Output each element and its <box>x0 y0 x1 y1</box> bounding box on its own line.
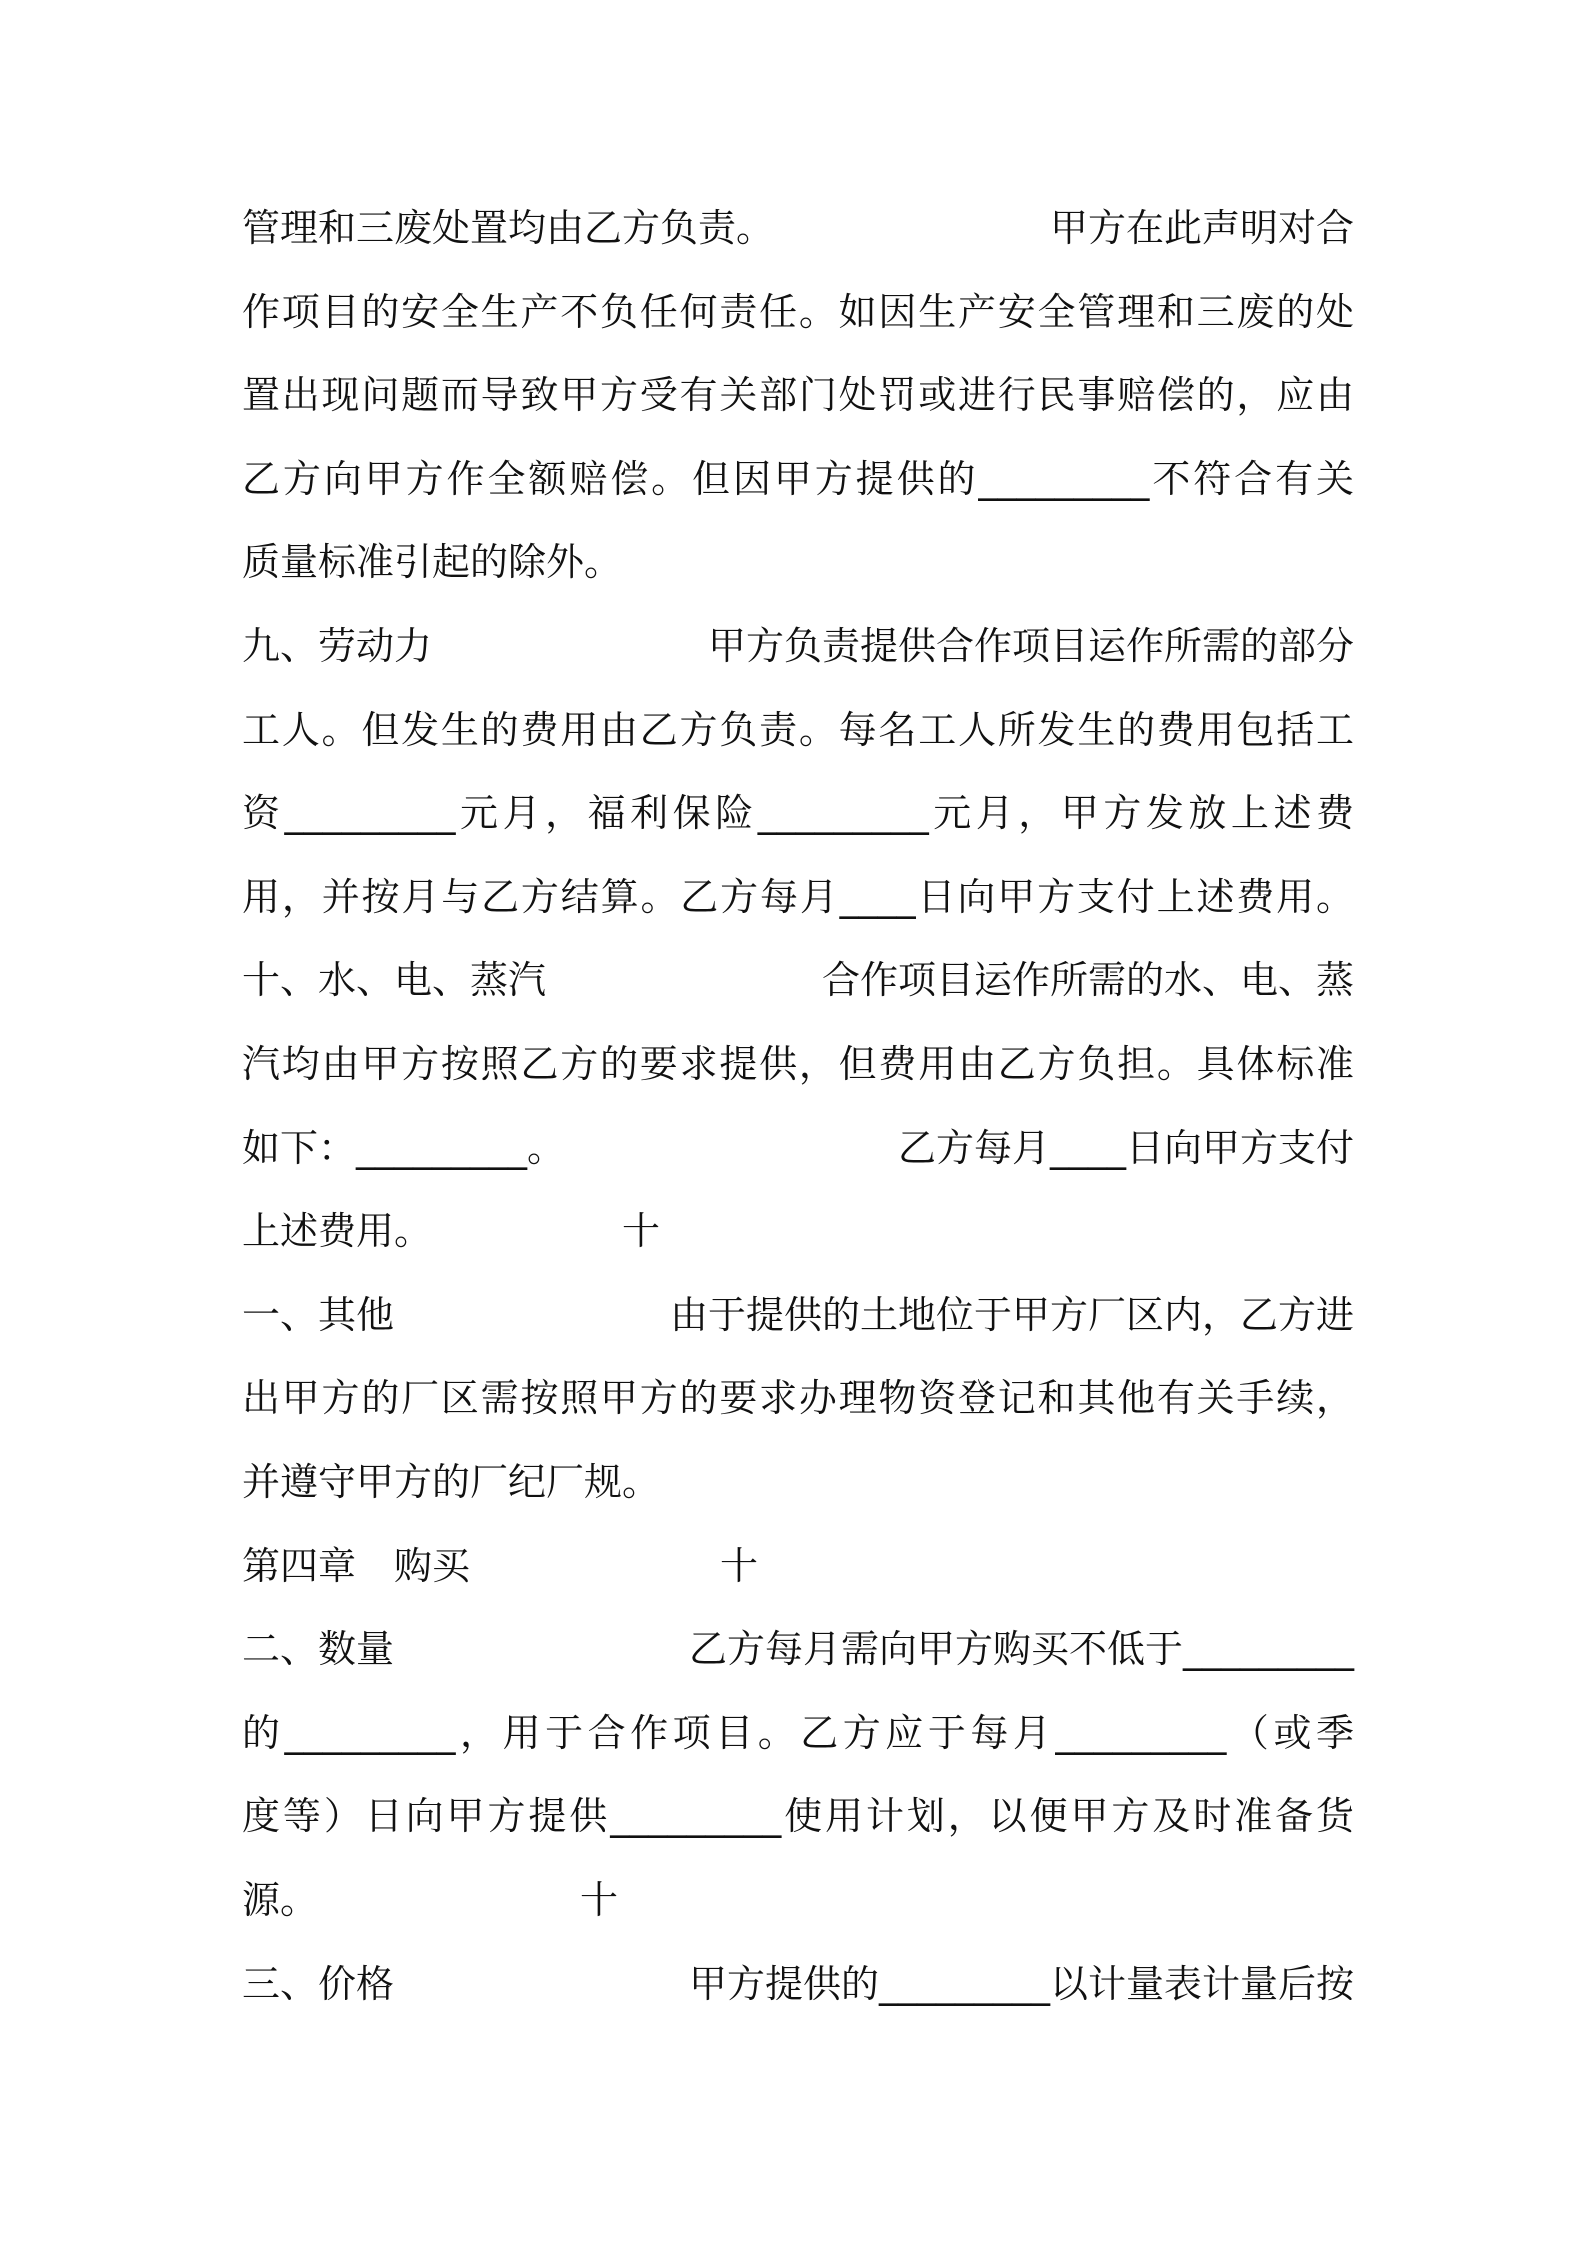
text-line <box>242 1619 1354 1679</box>
text-line: 资_________元月，福利保险_________元月，甲方发放上述费 <box>242 791 1354 836</box>
text-line <box>242 1954 1354 2014</box>
text-line: 出甲方的厂区需按照甲方的要求办理物资登记和其他有关手续， <box>242 1376 1354 1421</box>
text-line <box>242 950 1354 1010</box>
text-line <box>242 1118 1354 1178</box>
line-segment-start: 管理和三废处置均由乙方负责。 <box>242 206 775 250</box>
text-line <box>242 616 1354 676</box>
text-line <box>242 1201 1354 1261</box>
text-line: 质量标准引起的除外。 <box>242 540 623 585</box>
line-segment-start: 第四章 购买 <box>242 1543 471 1588</box>
line-segment-end: 十 <box>622 1209 661 1254</box>
text-line: 度等）日向甲方提供_________使用计划，以便甲方及时准备货 <box>242 1794 1354 1839</box>
line-segment-end: 乙方每月需向甲方购买不低于_________ <box>688 1627 1354 1672</box>
text-line: 乙方向甲方作全额赔偿。但因甲方提供的_________不符合有关 <box>242 456 1354 501</box>
line-segment-start: 二、数量 <box>242 1627 395 1672</box>
line-segment-end: 甲方在此声明对合 <box>1049 206 1354 250</box>
line-segment-end: 由于提供的土地位于甲方厂区内，乙方进 <box>669 1292 1354 1337</box>
line-segment-start: 源。 <box>242 1878 319 1922</box>
text-line: 汽均由甲方按照乙方的要求提供，但费用由乙方负担。具体标准 <box>242 1042 1354 1086</box>
line-segment-start: 上述费用。 <box>242 1209 433 1254</box>
line-segment-start: 三、价格 <box>242 1961 395 2006</box>
text-line <box>242 198 1354 258</box>
text-line: 用，并按月与乙方结算。乙方每月____日向甲方支付上述费用。 <box>242 874 1354 919</box>
line-segment-end: 甲方提供的_________以计量表计量后按 <box>688 1961 1354 2006</box>
line-segment-start: 一、其他 <box>242 1292 395 1337</box>
text-line <box>242 1536 1354 1596</box>
line-segment-start: 九、劳动力 <box>242 624 433 668</box>
line-segment-end: 甲方负责提供合作项目运作所需的部分 <box>707 624 1354 668</box>
text-line: 的_________，用于合作项目。乙方应于每月_________（或季 <box>242 1710 1354 1755</box>
text-line: 并遵守甲方的厂纪厂规。 <box>242 1460 661 1504</box>
line-segment-end: 合作项目运作所需的水、电、蒸 <box>821 958 1354 1003</box>
text-line <box>242 1285 1354 1345</box>
line-segment-end: 十 <box>720 1543 759 1588</box>
line-segment-end: 乙方每月____日向甲方支付 <box>897 1125 1354 1170</box>
text-line: 作项目的安全生产不负任何责任。如因生产安全管理和三废的处 <box>242 289 1354 334</box>
text-line <box>242 1870 1354 1930</box>
line-segment-end: 十 <box>580 1878 619 1922</box>
line-segment-start: 如下：_________。 <box>242 1125 566 1170</box>
text-line: 工人。但发生的费用由乙方负责。每名工人所发生的费用包括工 <box>242 707 1354 752</box>
text-line: 置出现问题而导致甲方受有关部门处罚或进行民事赔偿的，应由 <box>242 373 1354 418</box>
line-segment-start: 十、水、电、蒸汽 <box>242 958 547 1003</box>
